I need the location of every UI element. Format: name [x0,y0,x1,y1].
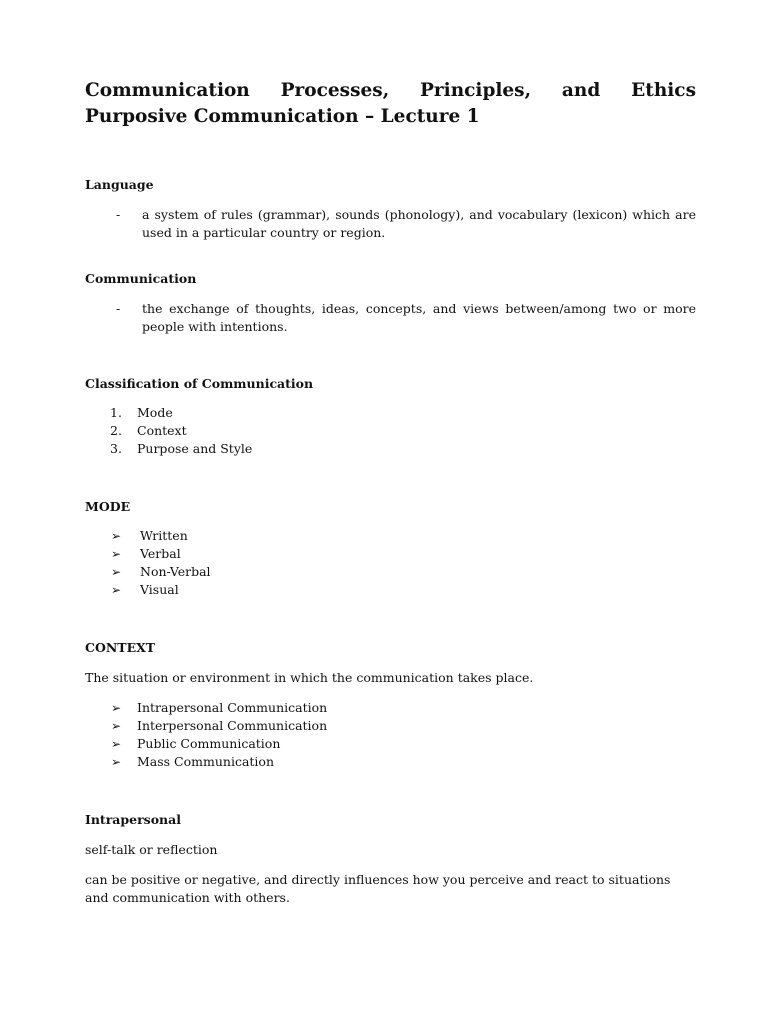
list-item-label: Verbal [140,546,181,561]
context-list [85,699,696,771]
list-number: 1. [110,405,122,420]
arrow-bullet-icon: ➢ [111,737,122,751]
document-page [85,78,696,907]
arrow-bullet-icon: ➢ [111,701,122,715]
section-heading-communication: Communication [85,271,197,286]
communication-definition-text: the exchange of thoughts, ideas, concepts, and views between/among two or more people with intentions. [142,301,696,334]
list-item-label: Written [140,528,188,543]
section-heading-mode: MODE [85,499,131,514]
section-heading-intrapersonal: Intrapersonal [85,812,181,827]
language-definition-text: a system of rules (grammar), sounds (phonology), and vocabulary (lexicon) which are used in a particular country or region. [142,207,696,240]
language-definition [85,206,696,242]
list-item-label: Non-Verbal [140,564,211,579]
list-item [85,545,696,563]
list-item-label: Public Communication [137,736,281,751]
arrow-bullet-icon: ➢ [111,529,122,543]
list-item-label: Intrapersonal Communication [137,700,328,715]
list-item [85,699,696,717]
list-item [85,717,696,735]
classification-list [85,404,696,458]
list-item [85,563,696,581]
list-item [85,527,696,545]
mode-list [85,527,696,599]
list-item-label: Context [137,423,187,438]
arrow-bullet-icon: ➢ [111,755,122,769]
list-item [85,404,696,422]
context-description: The situation or environment in which the communication takes place. [85,670,534,685]
dash-bullet: - [116,207,121,222]
section-heading-context: CONTEXT [85,640,156,655]
list-item-label: Interpersonal Communication [137,718,328,733]
list-item [85,735,696,753]
arrow-bullet-icon: ➢ [111,565,122,579]
dash-bullet: - [116,301,121,316]
list-item-label: Visual [140,582,179,597]
communication-definition [85,300,696,336]
section-heading-language: Language [85,177,154,192]
list-item-label: Purpose and Style [137,441,253,456]
list-item [85,440,696,458]
list-number: 2. [110,423,122,438]
page-title: Communication Processes, Principles, and Ethics Purposive Communication – Lecture 1 [85,80,696,127]
list-number: 3. [110,441,122,456]
list-item [85,581,696,599]
intrapersonal-line-2: can be positive or negative, and directly influences how you perceive and react to situations and communication with others. [85,872,671,905]
arrow-bullet-icon: ➢ [111,719,122,733]
list-item-label: Mode [137,405,173,420]
arrow-bullet-icon: ➢ [111,547,122,561]
list-item [85,422,696,440]
list-item-label: Mass Communication [137,754,274,769]
intrapersonal-line-1: self-talk or reflection [85,842,218,857]
arrow-bullet-icon: ➢ [111,583,122,597]
section-heading-classification: Classification of Communication [85,376,314,391]
list-item [85,753,696,771]
